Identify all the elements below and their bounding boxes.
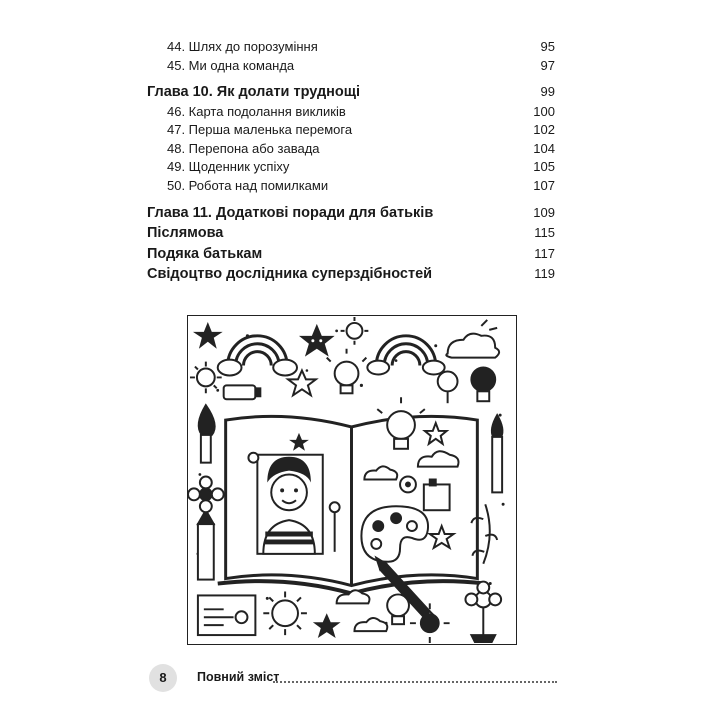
toc-entry-47[interactable] [147,121,555,140]
toc-chapter-label: Глава 11. Додаткові поради для батьків [147,204,434,221]
footer-dotted-line [273,681,557,683]
toc-entry-48[interactable] [147,140,555,159]
page-number-badge: 8 [149,664,177,692]
toc-entry-page: 102 [533,122,555,138]
toc-entry-label: 44. Шлях до порозуміння [167,39,318,54]
toc-chapter-label: Глава 10. Як долати труднощі [147,84,361,101]
toc-entry-page: 97 [540,57,555,73]
toc-entry-50[interactable] [147,177,555,196]
cloud-icon [337,590,388,631]
toc-entry-46[interactable] [147,103,555,122]
page-footer [149,664,557,692]
doodle-illustration [187,315,517,645]
toc-chapter-label: Подяка батькам [147,245,263,262]
star-icon [299,324,335,357]
lightbulb-icon [327,349,367,394]
toc-entry-45[interactable] [147,57,555,76]
toc-entry-label: 46. Карта подолання викликів [167,103,346,119]
table-of-contents [147,38,555,285]
toc-chapter-page: 99 [540,84,555,100]
toc-entry-page: 104 [533,140,555,156]
cloud-icon [446,334,499,358]
boy-portrait [257,455,322,554]
toc-entry-label: 49. Щоденник успіху [167,159,290,175]
flower-icon [465,582,501,643]
toc-entry-page: 107 [533,178,555,194]
toc-entry-49[interactable] [147,158,555,177]
toc-entry-44[interactable] [147,38,555,57]
toc-chapter-page: 117 [534,245,555,261]
footer-title: Повний зміст [197,670,280,684]
toc-chapter-page: 115 [534,225,555,241]
paintbrush-icon [199,405,215,462]
cloud-icon [218,360,297,376]
toc-chapter-label: Післямова [147,225,224,242]
pencil-icon [198,510,214,579]
toc-entry-label: 47. Перша маленька перемога [167,122,353,138]
toc-chapter-page: 109 [533,204,555,220]
toc-certificate[interactable] [147,264,555,285]
lightbulb-icon [387,594,409,624]
sun-icon [263,591,307,635]
toc-entry-page: 105 [533,159,555,175]
toc-chapter-label: Свідоцтво дослідника суперздібностей [147,266,433,283]
paintbrush-icon [492,415,503,492]
toc-thanks-parents[interactable] [147,244,555,265]
star-icon [193,322,223,349]
toc-entry-page: 100 [533,103,555,119]
toc-afterword[interactable] [147,223,555,244]
star-icon [313,613,341,638]
toc-chapter-11[interactable] [147,203,555,224]
toc-entry-page: 95 [540,39,555,54]
cloud-icon [367,361,444,375]
toc-chapter-10[interactable] [147,82,555,103]
flower-icon [188,477,224,513]
toc-entry-label: 45. Ми одна команда [167,57,295,73]
toc-entry-label: 48. Перепона або завада [167,140,320,156]
toc-entry-label: 50. Робота над помилками [167,178,329,194]
toc-chapter-page: 119 [534,266,555,282]
sun-icon [341,317,369,345]
